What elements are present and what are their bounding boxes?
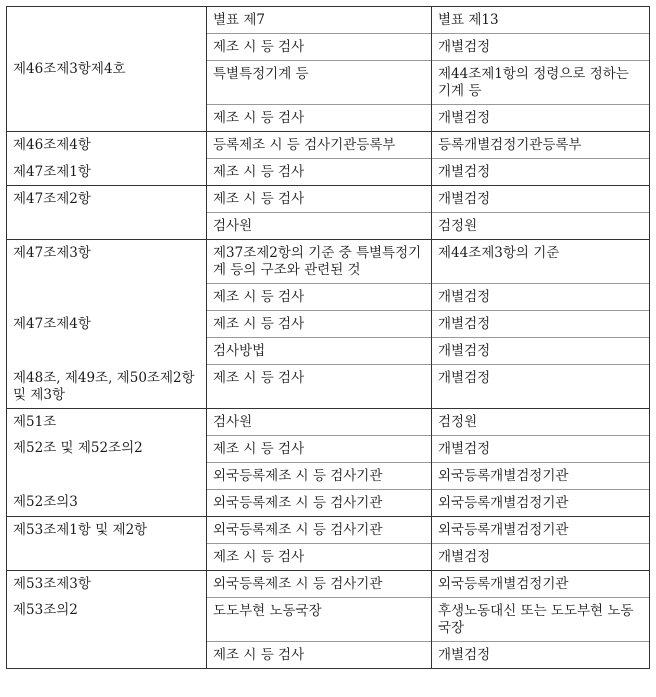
- article-cell: 제47조제3항: [7, 240, 207, 284]
- table-row: [7, 435, 650, 462]
- article-cell: 제51조: [7, 408, 207, 435]
- article-cell: 제53조제3항: [7, 570, 207, 597]
- replacement-term-cell: 개별검정: [432, 338, 650, 365]
- original-term-cell: 제조 시 등 검사: [207, 543, 432, 570]
- original-term-cell: 제조 시 등 검사: [207, 186, 432, 213]
- article-cell: 제52조의3: [7, 489, 207, 516]
- replacement-term-cell: 개별검정: [432, 34, 650, 61]
- replacement-term-cell: 별표 제13: [432, 7, 650, 34]
- article-cell: 제47조제1항: [7, 159, 207, 186]
- table-row: [7, 338, 650, 365]
- article-cell: 제47조제4항: [7, 311, 207, 338]
- original-term-cell: 도도부현 노동국장: [207, 597, 432, 641]
- article-cell: [7, 284, 207, 311]
- table-row: [7, 641, 650, 668]
- replacement-term-cell: 등록개별검정기관등록부: [432, 132, 650, 159]
- table-row: [7, 240, 650, 284]
- article-cell: 제47조제2항: [7, 186, 207, 213]
- table-row: [7, 489, 650, 516]
- replacement-term-cell: 개별검정: [432, 311, 650, 338]
- table-row: [7, 186, 650, 213]
- original-term-cell: 검사원: [207, 408, 432, 435]
- table-row: [7, 516, 650, 543]
- replacement-term-cell: 외국등록개별검정기관: [432, 489, 650, 516]
- replacement-term-cell: 외국등록개별검정기관: [432, 462, 650, 489]
- original-term-cell: 별표 제7: [207, 7, 432, 34]
- original-term-cell: 외국등록제조 시 등 검사기관: [207, 462, 432, 489]
- table-row: [7, 284, 650, 311]
- original-term-cell: 제조 시 등 검사: [207, 435, 432, 462]
- replacement-term-cell: 개별검정: [432, 159, 650, 186]
- original-term-cell: 제조 시 등 검사: [207, 641, 432, 668]
- article-cell: [7, 462, 207, 489]
- replacement-term-cell: 개별검정: [432, 435, 650, 462]
- replacement-term-cell: 개별검정: [432, 543, 650, 570]
- table-row: [7, 570, 650, 597]
- original-term-cell: 검사원: [207, 213, 432, 240]
- original-term-cell: 제조 시 등 검사: [207, 311, 432, 338]
- replacement-term-cell: 제44조제3항의 기준: [432, 240, 650, 284]
- table-row: [7, 159, 650, 186]
- table-row: [7, 597, 650, 641]
- replacement-term-cell: 개별검정: [432, 365, 650, 409]
- replacement-term-cell: 검정원: [432, 408, 650, 435]
- article-cell: 제53조제1항 및 제2항: [7, 516, 207, 543]
- replacement-term-cell: 개별검정: [432, 105, 650, 132]
- original-term-cell: 제조 시 등 검사: [207, 159, 432, 186]
- article-cell: 제46조제4항: [7, 132, 207, 159]
- article-cell: [7, 213, 207, 240]
- article-cell: 제53조의2: [7, 597, 207, 641]
- original-term-cell: 제조 시 등 검사: [207, 34, 432, 61]
- table-row: [7, 213, 650, 240]
- article-cell: 제46조제3항제4호: [7, 7, 207, 132]
- replacement-term-cell: 개별검정: [432, 284, 650, 311]
- replacement-term-cell: 검정원: [432, 213, 650, 240]
- table-row: [7, 408, 650, 435]
- correspondence-table: [6, 6, 650, 669]
- original-term-cell: 제37조제2항의 기준 중 특별특정기계 등의 구조와 관련된 것: [207, 240, 432, 284]
- table-row: [7, 311, 650, 338]
- table-row: [7, 132, 650, 159]
- original-term-cell: 등록제조 시 등 검사기관등록부: [207, 132, 432, 159]
- table-row: [7, 462, 650, 489]
- original-term-cell: 검사방법: [207, 338, 432, 365]
- replacement-term-cell: 개별검정: [432, 186, 650, 213]
- article-cell: 제48조, 제49조, 제50조제2항 및 제3항: [7, 365, 207, 409]
- replacement-term-cell: 후생노동대신 또는 도도부현 노동국장: [432, 597, 650, 641]
- article-cell: 제52조 및 제52조의2: [7, 435, 207, 462]
- replacement-term-cell: 외국등록개별검정기관: [432, 570, 650, 597]
- original-term-cell: 외국등록제조 시 등 검사기관: [207, 570, 432, 597]
- original-term-cell: 외국등록제조 시 등 검사기관: [207, 489, 432, 516]
- table-row: [7, 7, 650, 34]
- table-row: [7, 543, 650, 570]
- original-term-cell: 외국등록제조 시 등 검사기관: [207, 516, 432, 543]
- original-term-cell: 특별특정기계 등: [207, 61, 432, 105]
- original-term-cell: 제조 시 등 검사: [207, 105, 432, 132]
- replacement-term-cell: 외국등록개별검정기관: [432, 516, 650, 543]
- article-cell: [7, 338, 207, 365]
- original-term-cell: 제조 시 등 검사: [207, 284, 432, 311]
- replacement-term-cell: 제44조제1항의 정령으로 정하는 기계 등: [432, 61, 650, 105]
- original-term-cell: 제조 시 등 검사: [207, 365, 432, 409]
- article-cell: [7, 543, 207, 570]
- article-cell: [7, 641, 207, 668]
- table-row: [7, 365, 650, 409]
- replacement-term-cell: 개별검정: [432, 641, 650, 668]
